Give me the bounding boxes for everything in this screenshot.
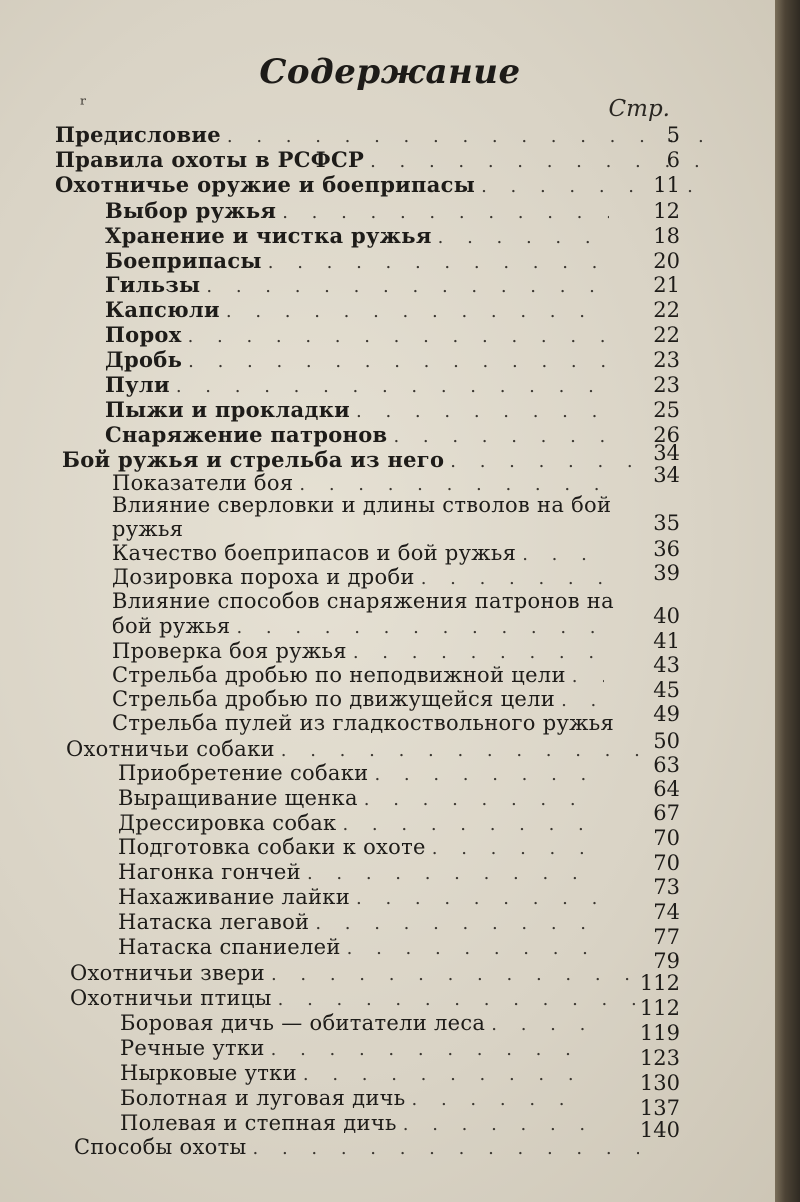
toc-page-number: 112 [639,971,680,995]
toc-page-number: 18 [653,224,680,248]
toc-entry-title: Стрельба дробью по движущейся цели [112,687,556,711]
toc-entry [118,934,605,960]
toc-entry [55,122,715,148]
toc-page-number: 45 [653,678,680,702]
toc-entry-title: Охотничьи собаки [66,737,275,761]
toc-page-number: 119 [639,1021,680,1045]
toc-entry-title: Стрельба пулей из гладкоствольного ружья [112,711,615,735]
toc-entry [112,588,614,614]
toc-entry-title: Охотничьи звери [70,961,265,985]
toc-entry-title: Снаряжение патронов [105,422,388,447]
toc-entry [105,198,615,224]
toc-entry-title: Способы охоты [74,1135,247,1159]
toc-entry [105,322,615,348]
toc-entry-title: Дозировка пороха и дроби [112,565,415,589]
toc-entry-title: Показатели боя [112,471,294,495]
toc-entry-title: Выращивание щенка [118,786,358,810]
toc-entry-title: Стрельба дробью по неподвижной цели [112,663,566,687]
toc-entry [118,884,605,910]
toc-entry [118,760,605,786]
toc-entry-title: Выбор ружья [105,198,277,223]
toc-entry-title: Нахаживание лайки [118,885,351,909]
toc-entry [70,960,650,986]
toc-entry [105,347,615,373]
toc-entry-title: Приобретение собаки [118,761,369,785]
toc-page-number: 70 [653,851,680,875]
toc-page-number: 36 [653,537,680,561]
toc-entry [118,834,605,860]
toc-entry [120,1035,595,1061]
toc-entry-title: Натаска легавой [118,910,310,934]
toc-page-number: 20 [653,249,680,273]
toc-page-number: 43 [653,653,680,677]
toc-entry [120,1085,595,1111]
toc-page-number: 123 [639,1046,680,1070]
book-spine [775,0,800,1202]
toc-page-number: 34 [653,463,680,487]
toc-page-number: 49 [653,702,680,726]
toc-entry [120,1110,595,1136]
toc-entry [112,516,610,542]
toc-entry-title: Влияние способов снаряжения патронов на [112,589,614,613]
toc-page-number: 130 [639,1071,680,1095]
toc-entry [70,985,650,1011]
toc-entry-title: Предисловие [55,122,221,147]
toc-page-number: 67 [653,801,680,825]
toc-page-number: 77 [653,925,680,949]
toc-entry-title: Боеприпасы [105,248,262,273]
toc-page-number: 140 [639,1118,680,1142]
toc-page-number: 50 [653,729,680,753]
toc-entry [66,736,655,762]
toc-entry [105,223,615,249]
toc-page-number: 22 [653,298,680,322]
toc-page-number: 35 [653,511,680,535]
page-column-header: Стр. [608,96,670,122]
toc-entry [112,540,610,566]
page-title: Содержание [259,52,521,92]
toc-entry [55,172,715,198]
toc-page-number: 26 [653,423,680,447]
toc-entry [120,1060,595,1086]
toc-entry [105,248,615,274]
toc-entry-title: Натаска спаниелей [118,935,341,959]
toc-entry [74,1134,645,1160]
toc-entry-title: Болотная и луговая дичь [120,1086,406,1110]
toc-entry-title: Боровая дичь — обитатели леса [120,1011,486,1035]
toc-entry [120,1010,595,1036]
toc-entry [105,297,615,323]
toc-entry [112,686,610,712]
toc-page-number: 74 [653,900,680,924]
toc-entry-title: Подготовка собаки к охоте [118,835,426,859]
toc-page-number: 22 [653,323,680,347]
toc-entry-title: Капсюли [105,297,220,322]
toc-page-number: 137 [639,1096,680,1120]
toc-entry [105,397,615,423]
toc-page-number: 12 [653,199,680,223]
toc-entry-title: Хранение и чистка ружья [105,223,432,248]
toc-entry [55,147,715,173]
toc-entry [118,810,605,836]
toc-page-number: 23 [653,348,680,372]
toc-entry-title: Дрессировка собак [118,811,337,835]
toc-entry-title: Нагонка гончей [118,860,301,884]
toc-entry-title: ружья [112,517,184,541]
toc-entry [112,492,610,518]
toc-page-number: 39 [653,561,680,585]
toc-entry [105,422,615,448]
leader-dots [253,1136,639,1162]
toc-entry [112,613,610,639]
toc-entry [105,372,615,398]
toc-entry [118,909,605,935]
toc-entry [118,785,605,811]
toc-page-number: 73 [653,875,680,899]
toc-page-number: 23 [653,373,680,397]
leader-dots [347,936,599,962]
toc-page-number: 21 [653,273,680,297]
toc-entry-title: Влияние сверловки и длины стволов на бой [112,493,612,517]
toc-entry-title: Правила охоты в РСФСР [55,147,365,172]
toc-page-number: 70 [653,826,680,850]
toc-entry-title: Качество боеприпасов и бой ружья [112,541,517,565]
toc-entry-title: Речные утки [120,1036,265,1060]
toc-page-number: 41 [653,629,680,653]
toc-entry-title: бой ружья [112,614,231,638]
toc-page-number: 64 [653,777,680,801]
toc-entry-title: Пыжи и прокладки [105,397,351,422]
toc-entry-title: Проверка боя ружья [112,639,347,663]
toc-entry-title: Охотничьи птицы [70,986,272,1010]
toc-entry-title: Порох [105,322,182,347]
toc-page-number: 11 [653,173,680,197]
ink-mark: ʳ [80,92,87,116]
toc-page-number: 79 [653,949,680,973]
toc-entry [112,564,610,590]
toc-entry-title: Охотничье оружие и боеприпасы [55,172,476,197]
toc-page-number: 112 [639,996,680,1020]
toc-page-number: 25 [653,398,680,422]
toc-entry-title: Дробь [105,347,183,372]
toc-page-number: 63 [653,753,680,777]
toc-page-number: 5 [666,123,680,147]
toc-entry [112,710,615,736]
toc-entry-title: Пули [105,372,170,397]
toc-entry-title: Полевая и степная дичь [120,1111,397,1135]
toc-entry [112,638,610,664]
toc-entry [105,272,615,298]
toc-page-number: 40 [653,604,680,628]
toc-page-number: 34 [653,441,680,465]
toc-entry-title: Бой ружья и стрельба из него [62,447,445,472]
toc-page-number: 6 [666,148,680,172]
toc-entry [118,859,605,885]
toc-entry [112,662,610,688]
toc-entry-title: Гильзы [105,272,201,297]
toc-entry-title: Нырковые утки [120,1061,297,1085]
